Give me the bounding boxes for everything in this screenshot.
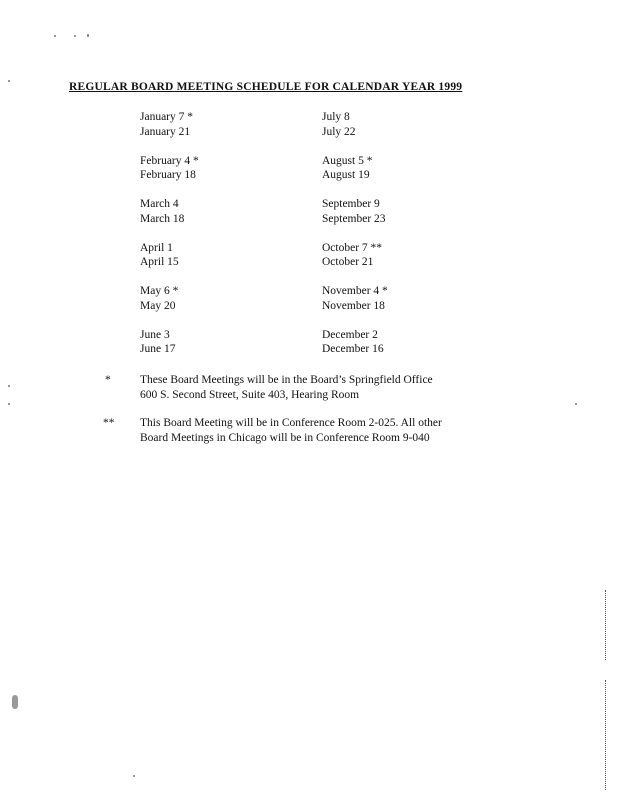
meeting-date: October 21: [322, 256, 374, 268]
schedule-month-group: [322, 197, 388, 226]
scan-speck: [74, 35, 76, 37]
schedule-month-group: [140, 197, 199, 226]
schedule-month-group: [322, 154, 388, 183]
scan-speck: [87, 34, 89, 37]
schedule-month-group: [140, 110, 199, 139]
scan-speck: [575, 403, 577, 405]
footnote-line: Board Meetings in Chicago will be in Conference Room 9-040: [140, 432, 430, 444]
meeting-date: March 4: [140, 198, 179, 210]
footnote-line: These Board Meetings will be in the Board’s Springfield Office: [140, 374, 433, 386]
schedule-column-jul-dec: [322, 110, 388, 371]
meeting-date: August 5 *: [322, 154, 373, 167]
meeting-date: December 16: [322, 343, 384, 355]
meeting-date: February 18: [140, 169, 196, 181]
schedule-month-group: [140, 284, 199, 313]
footnote-marker: *: [105, 374, 111, 386]
meeting-date: August 19: [322, 169, 370, 181]
schedule-month-group: [322, 328, 388, 357]
meeting-date: June 17: [140, 343, 176, 355]
meeting-date: January 21: [140, 125, 191, 138]
scan-edge-line: [605, 680, 607, 790]
meeting-date: September 9: [322, 198, 380, 210]
footnote-text: [105, 373, 433, 403]
meeting-date: April 1: [140, 241, 173, 254]
meeting-date: June 3: [140, 328, 170, 341]
scan-speck: [133, 775, 135, 777]
meeting-date: July 8: [322, 111, 350, 123]
schedule-month-group: [322, 284, 388, 313]
meeting-date: November 18: [322, 299, 385, 312]
footnote-line: 600 S. Second Street, Suite 403, Hearing Room: [140, 389, 360, 401]
footnote-marker: **: [103, 417, 115, 429]
schedule-column-jan-jun: [140, 110, 199, 371]
schedule-month-group: [140, 154, 199, 183]
scan-speck: [12, 695, 18, 709]
scan-speck: [8, 403, 10, 405]
meeting-date: October 7 **: [322, 241, 383, 254]
footnote-text: [103, 416, 442, 446]
meeting-date: November 4 *: [322, 285, 388, 297]
meeting-date: February 4 *: [140, 154, 199, 167]
meeting-date: July 22: [322, 125, 356, 138]
schedule-month-group: [322, 110, 388, 139]
schedule-month-group: [140, 241, 199, 270]
meeting-date: January 7 *: [140, 111, 194, 123]
footnote-line: This Board Meeting will be in Conference Room 2-025. All other: [140, 417, 442, 429]
meeting-date: March 18: [140, 212, 185, 225]
meeting-date: May 20: [140, 299, 176, 312]
scan-speck: [8, 80, 10, 82]
schedule-month-group: [140, 328, 199, 357]
meeting-date: April 15: [140, 256, 179, 268]
meeting-date: December 2: [322, 328, 378, 341]
scan-edge-line: [605, 590, 607, 660]
schedule-month-group: [322, 241, 388, 270]
footnote-conference-room: [0, 416, 442, 446]
scan-speck: [54, 35, 56, 37]
page-title: REGULAR BOARD MEETING SCHEDULE FOR CALENDAR YEAR 1999: [69, 81, 463, 93]
meeting-date: May 6 *: [140, 285, 179, 297]
footnote-springfield-office: [0, 373, 433, 403]
meeting-date: September 23: [322, 212, 386, 225]
